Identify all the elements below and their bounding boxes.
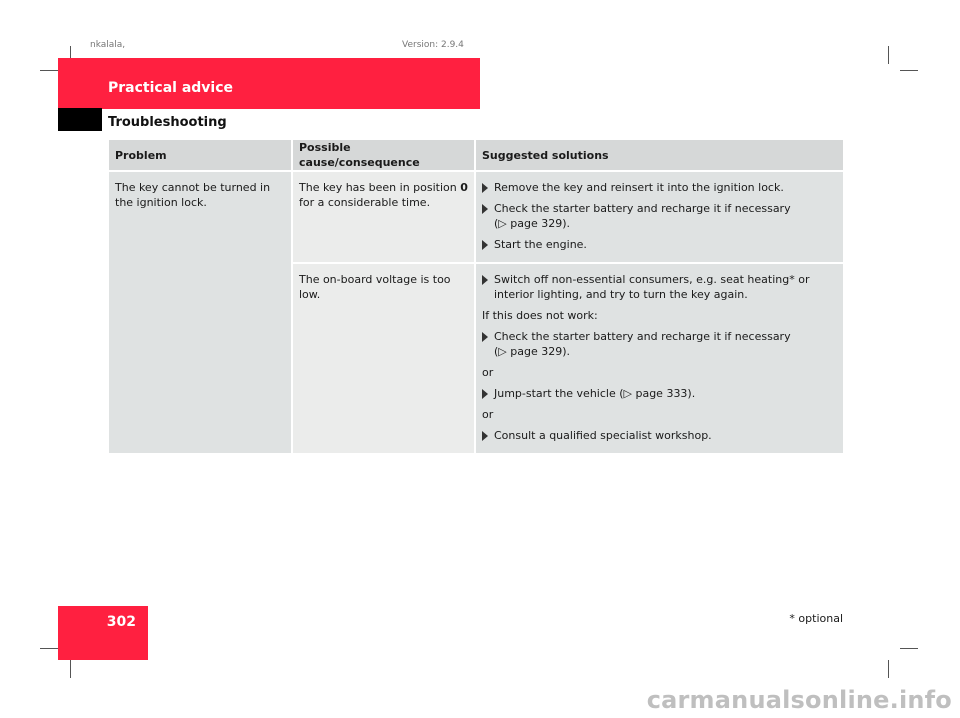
page-reference: (▷ page 329). <box>494 345 571 358</box>
solution-step <box>482 329 837 359</box>
crop-mark <box>40 648 58 649</box>
header-cause: Possible cause/consequence <box>292 140 475 171</box>
condition-text: If this does not work: <box>482 309 598 322</box>
subsection-title: Troubleshooting <box>108 115 227 130</box>
solution-step <box>482 201 837 231</box>
step-arrow-icon <box>482 332 488 342</box>
crop-mark <box>900 648 918 649</box>
page-reference: (▷ page 329). <box>494 217 571 230</box>
solution-cell <box>475 171 843 263</box>
or-text: or <box>482 408 494 421</box>
step-text: Remove the key and reinsert it into the ignition lock. <box>494 181 784 194</box>
header-problem: Problem <box>109 140 292 171</box>
step-text: Start the engine. <box>494 238 587 251</box>
step-text: Check the starter battery and recharge it if necessary <box>494 330 791 343</box>
step-arrow-icon <box>482 275 488 285</box>
step-text: Consult a qualified specialist workshop. <box>494 429 712 442</box>
crop-mark <box>888 46 889 64</box>
watermark: carmanualsonline.info <box>646 686 952 714</box>
solution-cell <box>475 263 843 453</box>
step-text: Switch off non-essential consumers, e.g. seat heating* or interior lighting, and try to turn the key again. <box>494 273 810 301</box>
page-number: 302 <box>106 614 136 630</box>
cause-text: The on-board voltage is too low. <box>299 273 451 301</box>
table-row <box>109 171 843 263</box>
step-text: Check the starter battery and recharge it if necessary <box>494 202 791 215</box>
solution-step <box>482 180 837 195</box>
header-meta-right: Version: 2.9.4 <box>402 40 464 48</box>
solution-step <box>482 237 837 252</box>
header-solutions: Suggested solutions <box>475 140 843 171</box>
header-meta-left: nkalala, <box>90 40 126 48</box>
optional-footnote: * optional <box>789 612 843 625</box>
solution-step <box>482 272 837 302</box>
cause-text-post: for a considerable time. <box>299 196 431 209</box>
cause-cell <box>292 171 475 263</box>
problem-cell <box>109 171 292 453</box>
crop-mark <box>900 70 918 71</box>
section-title: Practical advice <box>108 80 234 96</box>
subsection-marker <box>58 108 102 131</box>
cause-cell <box>292 263 475 453</box>
problem-text: The key cannot be turned in the ignition lock. <box>115 181 271 209</box>
crop-mark <box>70 660 71 678</box>
solution-step <box>482 386 837 401</box>
key-position: 0 <box>460 181 468 194</box>
crop-mark <box>888 660 889 678</box>
page-number-box <box>58 606 148 660</box>
cause-text-pre: The key has been in position <box>299 181 461 194</box>
or-text: or <box>482 366 494 379</box>
crop-mark <box>40 70 58 71</box>
step-arrow-icon <box>482 183 488 193</box>
table-header-row <box>109 140 843 171</box>
solution-step <box>482 428 837 443</box>
troubleshooting-table <box>109 140 843 453</box>
step-arrow-icon <box>482 240 488 250</box>
step-arrow-icon <box>482 431 488 441</box>
step-arrow-icon <box>482 204 488 214</box>
step-arrow-icon <box>482 389 488 399</box>
step-text: Jump-start the vehicle (▷ page 333). <box>494 387 696 400</box>
